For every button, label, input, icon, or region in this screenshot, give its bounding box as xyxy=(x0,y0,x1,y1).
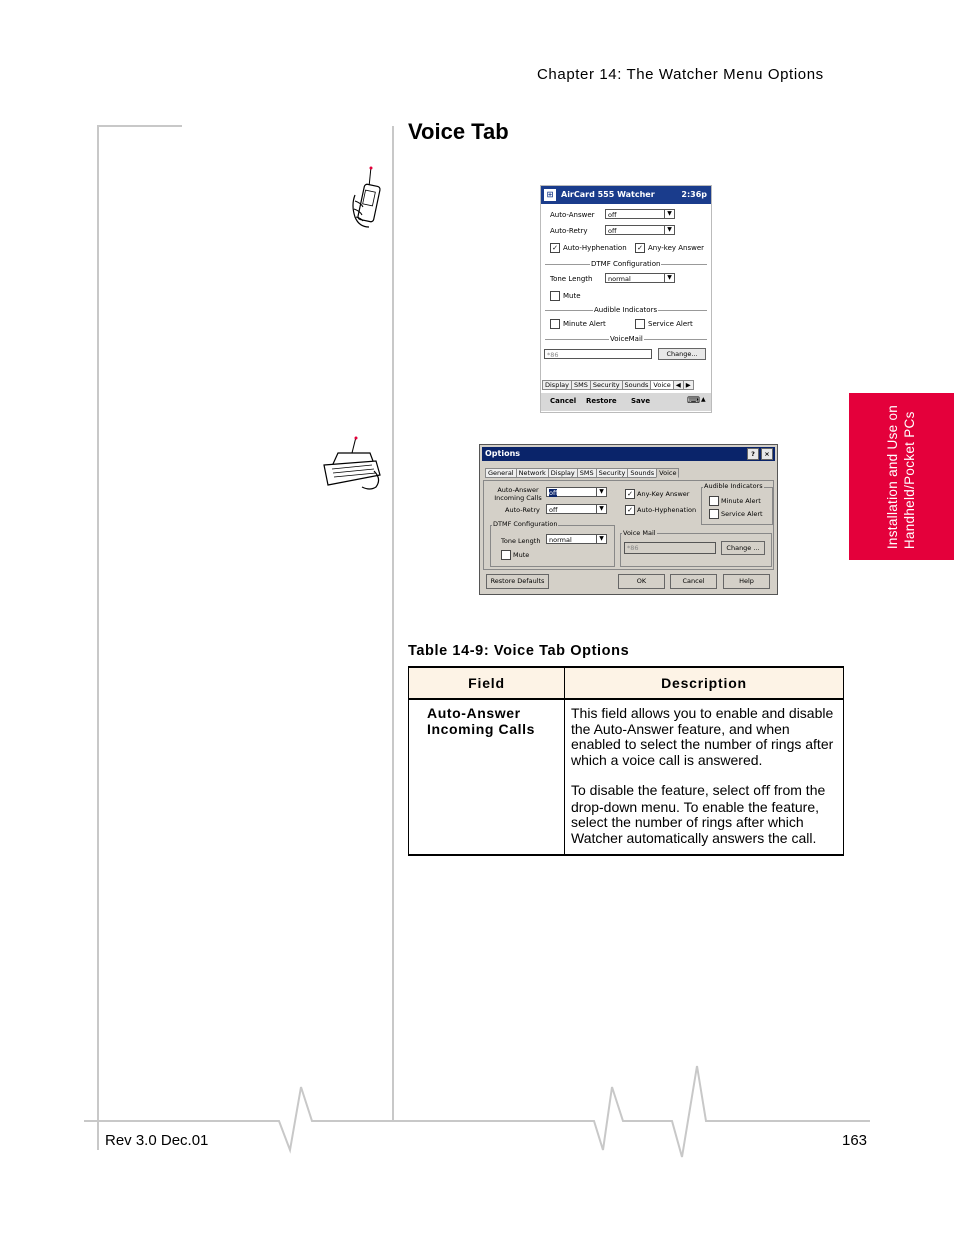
auto-answer-label: Auto-Answer Incoming Calls xyxy=(494,486,542,502)
tone-length-label: Tone Length xyxy=(550,275,593,283)
auto-hyphenation-checkbox[interactable]: ✓ xyxy=(625,505,635,515)
page-title: Voice Tab xyxy=(408,119,509,144)
chevron-down-icon: ▼ xyxy=(664,210,674,218)
cancel-menu-item[interactable]: Cancel xyxy=(550,397,577,405)
tab-sms[interactable]: SMS xyxy=(571,380,591,390)
restore-menu-item[interactable]: Restore xyxy=(586,397,617,405)
top-left-rule xyxy=(97,125,182,127)
audible-indicators-label: Audible Indicators xyxy=(704,482,763,490)
pda-app-title: AirCard 555 Watcher xyxy=(561,190,655,199)
chevron-down-icon: ▼ xyxy=(596,505,606,513)
minute-alert-label: Minute Alert xyxy=(721,497,761,505)
auto-retry-label: Auto-Retry xyxy=(550,227,588,235)
mute-checkbox[interactable] xyxy=(550,291,560,301)
side-tab-line-1: Installation and Use on xyxy=(885,404,900,550)
mute-label: Mute xyxy=(563,292,581,300)
page-number: 163 xyxy=(842,1132,868,1149)
chapter-header: Chapter 14: The Watcher Menu Options xyxy=(537,66,824,83)
footer-revision: Rev 3.0 Dec.01 xyxy=(105,1132,209,1149)
dialog-title: Options xyxy=(485,449,521,458)
pda-title-bar xyxy=(541,186,711,204)
chevron-down-icon: ▼ xyxy=(664,274,674,282)
chevron-down-icon: ▼ xyxy=(664,226,674,234)
pda-menu-bar xyxy=(541,393,711,411)
auto-hyphenation-label: Auto-Hyphenation xyxy=(563,244,627,252)
pda-tab-strip xyxy=(542,380,693,390)
service-alert-label: Service Alert xyxy=(721,510,763,518)
auto-answer-select[interactable]: off ▼ xyxy=(605,209,675,219)
off-value: off xyxy=(753,784,771,799)
tab-display[interactable]: Display xyxy=(542,380,572,390)
voicemail-number-field[interactable]: *86 xyxy=(624,542,716,554)
any-key-label: Any-Key Answer xyxy=(637,490,690,498)
description-paragraph-1: This field allows you to enable and disable the Auto-Answer feature, and when enabled to select the number of rings after which a voice call is answered. xyxy=(571,705,834,768)
restore-defaults-button[interactable]: Restore Defaults xyxy=(486,574,549,589)
table-caption: Table 14-9: Voice Tab Options xyxy=(408,643,630,659)
dtmf-group xyxy=(490,525,615,567)
options-dialog xyxy=(479,444,778,595)
cancel-button[interactable]: Cancel xyxy=(670,574,717,589)
any-key-label: Any-key Answer xyxy=(648,244,705,252)
minute-alert-checkbox[interactable] xyxy=(550,319,560,329)
tab-sounds[interactable]: Sounds xyxy=(627,468,657,478)
description-column-header: Description xyxy=(565,667,844,699)
minute-alert-checkbox[interactable] xyxy=(709,496,719,506)
service-alert-checkbox[interactable] xyxy=(709,509,719,519)
tab-security[interactable]: Security xyxy=(596,468,629,478)
field-name: Auto-Answer Incoming Calls xyxy=(427,705,535,737)
mute-label: Mute xyxy=(513,551,530,559)
tab-network[interactable]: Network xyxy=(516,468,549,478)
pocket-pc-keyboard-icon xyxy=(320,435,382,491)
tab-display[interactable]: Display xyxy=(548,468,578,478)
tab-sounds[interactable]: Sounds xyxy=(622,380,652,390)
auto-retry-label: Auto-Retry xyxy=(505,506,540,514)
keyboard-icon[interactable]: ⌨ xyxy=(687,396,700,406)
tab-voice[interactable]: Voice xyxy=(656,468,679,478)
auto-retry-select[interactable]: off ▼ xyxy=(605,225,675,235)
tab-scroll-right-icon[interactable]: ▶ xyxy=(683,380,694,390)
column-divider-line xyxy=(392,126,394,1122)
voicemail-group-label: Voice Mail xyxy=(623,529,656,537)
side-tab-line-2: Handheld/Pocket PCs xyxy=(902,411,917,550)
chevron-up-icon[interactable]: ▲ xyxy=(701,396,706,403)
any-key-checkbox[interactable]: ✓ xyxy=(625,489,635,499)
tab-voice[interactable]: Voice xyxy=(650,380,673,390)
description-cell xyxy=(565,699,844,855)
voicemail-section-label: VoiceMail xyxy=(610,335,643,343)
chevron-down-icon: ▼ xyxy=(596,535,606,543)
description-paragraph-2: To disable the feature, select off from the drop-down menu. To enable the feature, select the number of rings after which Watcher automatically answers the call. xyxy=(571,782,826,846)
dialog-tab-strip xyxy=(485,468,678,478)
dtmf-group-label: DTMF Configuration xyxy=(493,520,558,528)
field-column-header: Field xyxy=(409,667,565,699)
any-key-checkbox[interactable]: ✓ xyxy=(635,243,645,253)
ok-button[interactable]: OK xyxy=(618,574,665,589)
tab-general[interactable]: General xyxy=(485,468,517,478)
tone-length-label: Tone Length xyxy=(501,537,541,545)
service-alert-checkbox[interactable] xyxy=(635,319,645,329)
left-margin-line xyxy=(97,126,99,1150)
windows-flag-icon[interactable]: ⊞ xyxy=(544,189,556,201)
side-tab-text xyxy=(884,405,918,549)
save-menu-item[interactable]: Save xyxy=(631,397,651,405)
section-side-tab xyxy=(849,393,954,560)
mute-checkbox[interactable] xyxy=(501,550,511,560)
tone-length-select[interactable]: normal ▼ xyxy=(546,534,607,544)
audible-indicators-group xyxy=(701,487,773,525)
auto-hyphenation-checkbox[interactable]: ✓ xyxy=(550,243,560,253)
help-icon[interactable]: ? xyxy=(747,448,759,460)
table-row xyxy=(409,699,844,855)
auto-answer-label: Auto-Answer xyxy=(550,211,595,219)
change-voicemail-button[interactable]: Change... xyxy=(658,348,706,360)
close-icon[interactable]: × xyxy=(761,448,773,460)
auto-hyphenation-label: Auto-Hyphenation xyxy=(637,506,697,514)
pda-time: 2:36p xyxy=(681,190,707,199)
pocket-pc-voice-screen xyxy=(540,185,712,413)
dialog-title-bar xyxy=(482,447,775,461)
voice-tab-options-table xyxy=(408,666,844,856)
voicemail-number-field[interactable]: *86 xyxy=(544,349,652,359)
table-header-row xyxy=(409,667,844,699)
handheld-device-icon xyxy=(345,165,385,231)
tab-sms[interactable]: SMS xyxy=(577,468,597,478)
auto-answer-select[interactable]: off ▼ xyxy=(546,487,607,497)
auto-retry-select[interactable]: off ▼ xyxy=(546,504,607,514)
minute-alert-label: Minute Alert xyxy=(563,320,606,328)
service-alert-label: Service Alert xyxy=(648,320,693,328)
dtmf-section-label: DTMF Configuration xyxy=(591,260,661,268)
tab-scroll-left-icon[interactable]: ◀ xyxy=(673,380,684,390)
field-cell xyxy=(409,699,565,855)
change-voicemail-button[interactable]: Change ... xyxy=(721,541,765,555)
help-button[interactable]: Help xyxy=(723,574,770,589)
tab-security[interactable]: Security xyxy=(590,380,623,390)
chevron-down-icon: ▼ xyxy=(596,488,606,496)
audible-section-label: Audible Indicators xyxy=(594,306,658,314)
tone-length-select[interactable]: normal ▼ xyxy=(605,273,675,283)
